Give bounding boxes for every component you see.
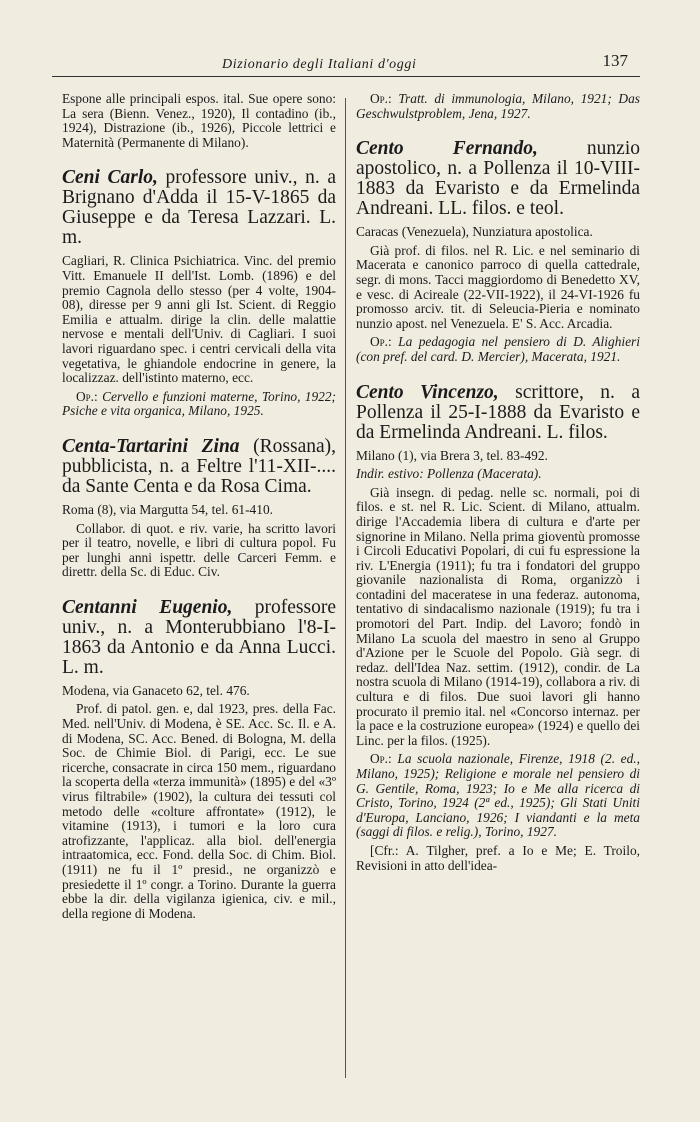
column-divider (345, 98, 346, 1078)
entry-body: Prof. di patol. gen. e, dal 1923, pres. della Fac. Med. nell'Univ. di Modena, è SE. Acc. Sc. Il. e A. di Modena, SC. Acc. Bened. di Bologna, M. della Soc. de Chimie Biol. di Parigi, ecc. Le sue ricerche, consacrate in circa 150 mem., riguardano la scoperta della «terza immunità» (1895) e del «3º virus filtrabile» (1902), la cultura dei tessuti col metodo delle «colture affrontate» (1912), le vitamine (1913), i tumori e la loro cura atrofizzante, l'applicaz. alla biol. dell'energia intraatomica, ecc. Fond. della Soc. di Chim. Biol. (1911) ne fu il 1º presid., ne organizzò e presiedette il 1º congr. a Torino. Durante la guerra ebbe la dir. della vigilanza igienica, civ. e mil., della regione di Modena. (62, 701, 336, 921)
entry-name: Centa-Tartarini Zina (62, 435, 240, 457)
entry-summer-address: Indir. estivo: Pollenza (Macerata). (356, 466, 542, 482)
entry-body: Cagliari, R. Clinica Psichiatrica. Vinc. del premio Vitt. Emanuele II dell'Ist. Lomb. (1896) e del premio Cagnola dello stesso (per 4 volte, 1904-08), diresse per 9 anni gli Ist. Scient. di Reggio Emilia e attualm. dirige la clin. delle malattie nervose e mentali dell'Univ. di Cagliari. I suoi lavori riguardano spec. i centri cervicali della vita vegetativa, le ghiandole endocrine in genere, la localizzaz. dell'istinto materno, ecc. (62, 253, 336, 386)
entry-address: Milano (1), via Brera 3, tel. 83-492. (356, 447, 548, 463)
entry-heading (62, 598, 336, 678)
entry-heading-text: (Rossana), pubblicista, n. a Feltre l'11-XII-.... da Sante Centa e da Rosa Cima. (62, 435, 336, 497)
works-text: La pedagogia nel pensiero di D. Alighieri (con pref. del card. D. Mercier), Macerata, 1921. (356, 334, 640, 364)
entry-name: Ceni Carlo, (62, 167, 158, 189)
entry-heading-text: professore univ., n. a Brignano d'Adda il 15-V-1865 da Giuseppe e da Teresa Lazzari. L. m. (62, 167, 336, 249)
entry-works (356, 335, 640, 364)
entry-heading (62, 168, 336, 248)
left-column (62, 92, 336, 925)
right-column (356, 92, 640, 877)
page-header (52, 48, 640, 77)
running-title: Dizionario degli Italiani d'oggi (222, 57, 417, 72)
entry-heading-text: professore univ., n. a Monterubbiano l'8-I-1863 da Antonio e da Anna Lucci. L. m. (62, 596, 336, 678)
continuation-works (356, 92, 640, 121)
entry-cento-fernando (356, 139, 640, 364)
works-text: Tratt. di immunologia, Milano, 1921; Das Geschwulstproblem, Jena, 1927. (356, 91, 640, 121)
entry-heading (356, 383, 640, 443)
entry-references: [Cfr.: A. Tilgher, pref. a Io e Me; E. Troilo, Revisioni in atto dell'idea- (356, 842, 640, 873)
entry-address: Modena, via Ganaceto 62, tel. 476. (62, 682, 250, 698)
entry-address: Roma (8), via Margutta 54, tel. 61-410. (62, 501, 273, 517)
entry-body: Collabor. di quot. e riv. varie, ha scritto lavori per il teatro, novelle, e libri di cultura popol. Fu per lunghi anni ispettr. delle Carceri Femm. e direttr. della Sc. di Educ. Civ. (62, 520, 336, 580)
entry-heading (62, 437, 336, 497)
entry-name: Cento Fernando, (356, 138, 538, 160)
entry-ceni-carlo (62, 168, 336, 419)
entry-works (356, 752, 640, 840)
entry-name: Centanni Eugenio, (62, 596, 233, 618)
entry-heading (356, 139, 640, 219)
entry-address: Caracas (Venezuela), Nunziatura apostolica. (356, 224, 593, 240)
entry-body: Già prof. di filos. nel R. Lic. e nel seminario di Macerata e canonico parroco di quella cattedrale, segr. di mons. Tacci maggiordomo di Benedetto XV, e vesc. di Acireale (22-VII-1922), il 24-VI-1926 fu promosso arciv. tit. di Seleucia-Pieria e nominato nunzio apost. nel Venezuela. E' S. Acc. Arcadia. (356, 242, 640, 331)
entry-heading-text: scrittore, n. a Pollenza il 25-I-1888 da Evaristo e da Ermelinda Andreani. L. filos. (356, 381, 641, 443)
works-label: Op.: (370, 751, 392, 767)
works-label: Op.: (76, 388, 98, 404)
entry-centa-tartarini-zina (62, 437, 336, 580)
entry-name: Cento Vincenzo, (356, 381, 499, 403)
page-number: 137 (602, 51, 628, 70)
works-text: Cervello e funzioni materne, Torino, 1922; Psiche e vita organica, Milano, 1925. (62, 388, 336, 419)
entry-centanni-eugenio (62, 598, 336, 922)
entry-heading-text: nunzio apostolico, n. a Pollenza il 10-VIII-1883 da Evaristo e da Ermelinda Andreani. LL. filos. e teol. (356, 138, 640, 220)
entry-cento-vincenzo (356, 383, 640, 874)
entry-body: Già insegn. di pedag. nelle sc. normali, poi di filos. e st. nel R. Lic. Scient. di Milano, attualm. dirige l'Accademia libera di cultura e d'arte per signorine in Milano. Nella prima gioventù promosse i Circoli Educativi Popolari, di cui fu espressione la riv. L'Energia (1911); fu tra i fondatori del gruppo giovanile nazionalista di Roma, organizzò i contadini del maceratese in una federaz. autonoma, tentativo di sindacalismo nazionale (1919); fu tra i promotori del Part. Indip. del Lavoro; fondò in Milano La scuola del maestro in seno al Gruppo d'Azione per le Scuole del Popolo. Già segr. di redaz. dell'Idea Naz. settim. (1912), condir. de La nostra scuola di Milano (1914-19), collabora a riv. di cultura e di filos. Due suoi lavori gli hanno procurato il premio ital. nel «Concorso internaz. per la pace e la costruzione europea» (1924) e quello dei Linc. per la filos. (1925). (356, 484, 640, 748)
works-label: Op.: (370, 91, 392, 106)
entry-works (62, 390, 336, 419)
works-text: La scuola nazionale, Firenze, 1918 (2. ed., Milano, 1925); Religione e morale nel pensiero di G. Gentile, Roma, 1923; Io e Me alla ricerca di Cristo, Torino, 1924 (2ª ed., 1925); Gli Stati Uniti d'Europa, Lanciano, 1926; I viandanti e la meta (saggi di filos. e relig.), Torino, 1927. (356, 751, 640, 840)
continuation-text: Espone alle principali espos. ital. Sue opere sono: La sera (Bienn. Venez., 1920), Il contadino (ib., 1924), Distrazione (ib., 1926), Piccole lettrici e Maternità (Permanente di Milano). (62, 91, 336, 150)
works-label: Op.: (370, 334, 392, 350)
